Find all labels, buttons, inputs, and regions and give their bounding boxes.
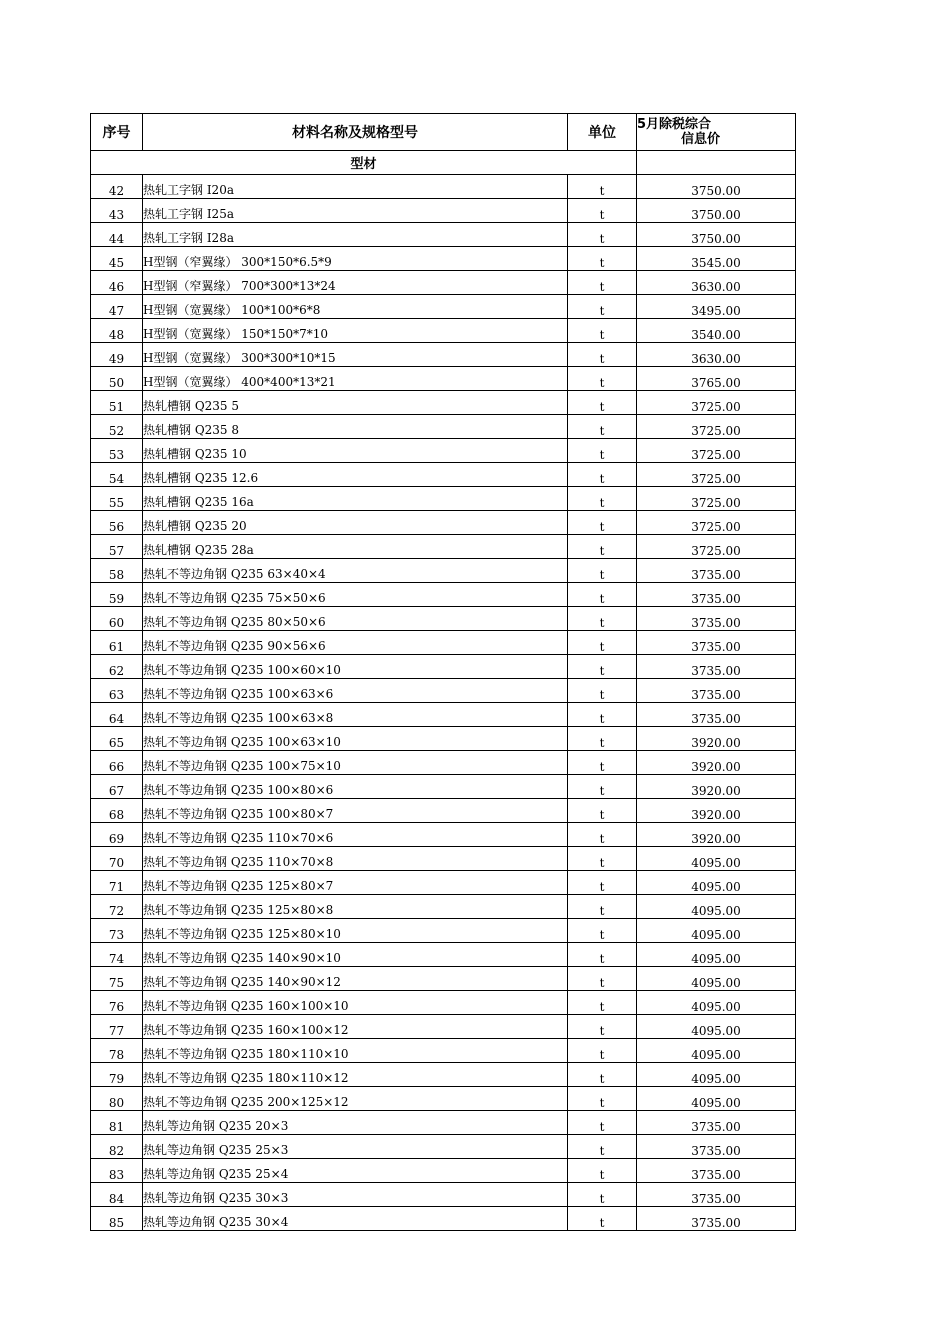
row-no: 46 <box>91 271 143 295</box>
table-row <box>91 343 796 367</box>
row-unit: t <box>568 679 637 703</box>
row-no: 73 <box>91 919 143 943</box>
table-row <box>91 439 796 463</box>
row-no: 61 <box>91 631 143 655</box>
row-name: 热轧不等边角钢 Q235 100×75×10 <box>143 751 568 775</box>
row-name: 热轧不等边角钢 Q235 140×90×12 <box>143 967 568 991</box>
row-price: 3765.00 <box>637 367 796 391</box>
row-name: 热轧等边角钢 Q235 25×3 <box>143 1135 568 1159</box>
table-row <box>91 1159 796 1183</box>
row-no: 44 <box>91 223 143 247</box>
row-name: 热轧不等边角钢 Q235 140×90×10 <box>143 943 568 967</box>
row-unit: t <box>568 847 637 871</box>
header-price-line1: 5月除税综合 <box>637 117 712 132</box>
row-no: 62 <box>91 655 143 679</box>
row-unit: t <box>568 1039 637 1063</box>
row-unit: t <box>568 895 637 919</box>
row-name: 热轧不等边角钢 Q235 80×50×6 <box>143 607 568 631</box>
header-unit: 单位 <box>568 114 637 151</box>
row-no: 59 <box>91 583 143 607</box>
row-unit: t <box>568 1135 637 1159</box>
row-no: 74 <box>91 943 143 967</box>
row-name: 热轧等边角钢 Q235 25×4 <box>143 1159 568 1183</box>
table-row <box>91 391 796 415</box>
row-unit: t <box>568 271 637 295</box>
section-row <box>91 151 796 175</box>
row-unit: t <box>568 799 637 823</box>
row-price: 3750.00 <box>637 199 796 223</box>
row-price: 3735.00 <box>637 583 796 607</box>
row-unit: t <box>568 175 637 199</box>
table-row <box>91 991 796 1015</box>
row-name: 热轧不等边角钢 Q235 200×125×12 <box>143 1087 568 1111</box>
table-row <box>91 919 796 943</box>
row-price: 3725.00 <box>637 391 796 415</box>
table-row <box>91 1135 796 1159</box>
row-no: 80 <box>91 1087 143 1111</box>
row-unit: t <box>568 463 637 487</box>
row-price: 3630.00 <box>637 271 796 295</box>
table-row <box>91 1039 796 1063</box>
row-unit: t <box>568 511 637 535</box>
row-price: 3725.00 <box>637 535 796 559</box>
row-price: 3725.00 <box>637 415 796 439</box>
row-price: 3540.00 <box>637 319 796 343</box>
row-price: 3735.00 <box>637 631 796 655</box>
row-no: 51 <box>91 391 143 415</box>
row-price: 3920.00 <box>637 727 796 751</box>
table-row <box>91 1087 796 1111</box>
row-unit: t <box>568 199 637 223</box>
row-name: 热轧等边角钢 Q235 30×3 <box>143 1183 568 1207</box>
row-no: 47 <box>91 295 143 319</box>
table-row <box>91 799 796 823</box>
row-unit: t <box>568 343 637 367</box>
row-price: 4095.00 <box>637 871 796 895</box>
row-name: 热轧不等边角钢 Q235 125×80×10 <box>143 919 568 943</box>
row-no: 55 <box>91 487 143 511</box>
row-price: 3735.00 <box>637 607 796 631</box>
row-price: 3725.00 <box>637 511 796 535</box>
row-unit: t <box>568 1207 637 1231</box>
row-unit: t <box>568 991 637 1015</box>
row-price: 4095.00 <box>637 919 796 943</box>
row-no: 81 <box>91 1111 143 1135</box>
table-row <box>91 415 796 439</box>
row-name: 热轧不等边角钢 Q235 100×80×6 <box>143 775 568 799</box>
row-unit: t <box>568 319 637 343</box>
row-unit: t <box>568 295 637 319</box>
row-price: 4095.00 <box>637 991 796 1015</box>
row-name: 热轧不等边角钢 Q235 100×63×10 <box>143 727 568 751</box>
row-no: 58 <box>91 559 143 583</box>
row-name: 热轧槽钢 Q235 20 <box>143 511 568 535</box>
table-row <box>91 727 796 751</box>
row-price: 3735.00 <box>637 703 796 727</box>
table-row <box>91 679 796 703</box>
row-unit: t <box>568 967 637 991</box>
row-unit: t <box>568 631 637 655</box>
row-unit: t <box>568 823 637 847</box>
row-price: 3735.00 <box>637 655 796 679</box>
row-price: 4095.00 <box>637 847 796 871</box>
row-unit: t <box>568 655 637 679</box>
row-no: 68 <box>91 799 143 823</box>
table-row <box>91 223 796 247</box>
row-price: 3750.00 <box>637 223 796 247</box>
row-price: 4095.00 <box>637 1015 796 1039</box>
row-price: 4095.00 <box>637 1039 796 1063</box>
row-unit: t <box>568 943 637 967</box>
table-row <box>91 367 796 391</box>
row-no: 54 <box>91 463 143 487</box>
row-price: 3735.00 <box>637 679 796 703</box>
row-unit: t <box>568 247 637 271</box>
row-price: 4095.00 <box>637 895 796 919</box>
row-name: 热轧不等边角钢 Q235 160×100×10 <box>143 991 568 1015</box>
row-no: 79 <box>91 1063 143 1087</box>
row-unit: t <box>568 1063 637 1087</box>
row-price: 3735.00 <box>637 1159 796 1183</box>
row-name: 热轧不等边角钢 Q235 125×80×7 <box>143 871 568 895</box>
table-row <box>91 247 796 271</box>
table-row <box>91 511 796 535</box>
row-no: 45 <box>91 247 143 271</box>
row-price: 3920.00 <box>637 775 796 799</box>
row-name: 热轧不等边角钢 Q235 100×80×7 <box>143 799 568 823</box>
row-name: 热轧槽钢 Q235 16a <box>143 487 568 511</box>
table-row <box>91 871 796 895</box>
row-unit: t <box>568 727 637 751</box>
row-unit: t <box>568 751 637 775</box>
row-no: 72 <box>91 895 143 919</box>
table-row <box>91 295 796 319</box>
row-no: 48 <box>91 319 143 343</box>
row-no: 76 <box>91 991 143 1015</box>
table-row <box>91 1183 796 1207</box>
row-unit: t <box>568 535 637 559</box>
row-no: 70 <box>91 847 143 871</box>
row-unit: t <box>568 1159 637 1183</box>
table-row <box>91 1063 796 1087</box>
table-row <box>91 775 796 799</box>
row-price: 4095.00 <box>637 967 796 991</box>
row-no: 75 <box>91 967 143 991</box>
table-row <box>91 271 796 295</box>
price-table <box>90 113 796 1231</box>
row-unit: t <box>568 367 637 391</box>
row-price: 3735.00 <box>637 1183 796 1207</box>
row-unit: t <box>568 1111 637 1135</box>
row-unit: t <box>568 871 637 895</box>
table-row <box>91 463 796 487</box>
row-no: 63 <box>91 679 143 703</box>
row-no: 82 <box>91 1135 143 1159</box>
row-name: 热轧不等边角钢 Q235 180×110×12 <box>143 1063 568 1087</box>
row-name: 热轧槽钢 Q235 10 <box>143 439 568 463</box>
row-price: 3920.00 <box>637 799 796 823</box>
row-unit: t <box>568 607 637 631</box>
table-row <box>91 751 796 775</box>
row-name: 热轧等边角钢 Q235 20×3 <box>143 1111 568 1135</box>
table-row <box>91 847 796 871</box>
row-price: 3735.00 <box>637 1135 796 1159</box>
row-name: 热轧工字钢 I25a <box>143 199 568 223</box>
row-unit: t <box>568 919 637 943</box>
header-price-line2: 信息价 <box>681 132 721 147</box>
row-no: 64 <box>91 703 143 727</box>
section-empty-cell <box>637 151 796 175</box>
row-price: 3920.00 <box>637 823 796 847</box>
table-row <box>91 631 796 655</box>
row-name: 热轧工字钢 I28a <box>143 223 568 247</box>
row-name: 热轧不等边角钢 Q235 125×80×8 <box>143 895 568 919</box>
table-row <box>91 319 796 343</box>
row-no: 83 <box>91 1159 143 1183</box>
row-name: H型钢（宽翼缘） 150*150*7*10 <box>143 319 568 343</box>
row-name: 热轧不等边角钢 Q235 110×70×6 <box>143 823 568 847</box>
row-unit: t <box>568 223 637 247</box>
row-unit: t <box>568 1087 637 1111</box>
row-name: 热轧不等边角钢 Q235 75×50×6 <box>143 583 568 607</box>
row-name: H型钢（窄翼缘） 700*300*13*24 <box>143 271 568 295</box>
row-price: 3920.00 <box>637 751 796 775</box>
row-name: 热轧不等边角钢 Q235 90×56×6 <box>143 631 568 655</box>
table-row <box>91 487 796 511</box>
table-row <box>91 967 796 991</box>
row-no: 60 <box>91 607 143 631</box>
table-row <box>91 175 796 199</box>
row-unit: t <box>568 415 637 439</box>
row-price: 3725.00 <box>637 463 796 487</box>
row-no: 52 <box>91 415 143 439</box>
table-row <box>91 1015 796 1039</box>
row-no: 43 <box>91 199 143 223</box>
row-name: 热轧槽钢 Q235 5 <box>143 391 568 415</box>
row-unit: t <box>568 391 637 415</box>
row-price: 4095.00 <box>637 943 796 967</box>
table-row <box>91 559 796 583</box>
row-unit: t <box>568 583 637 607</box>
header-name: 材料名称及规格型号 <box>143 114 568 151</box>
row-no: 71 <box>91 871 143 895</box>
row-price: 4095.00 <box>637 1087 796 1111</box>
row-name: 热轧不等边角钢 Q235 110×70×8 <box>143 847 568 871</box>
row-price: 3750.00 <box>637 175 796 199</box>
header-price <box>637 114 796 151</box>
table-row <box>91 535 796 559</box>
row-no: 77 <box>91 1015 143 1039</box>
row-price: 3545.00 <box>637 247 796 271</box>
row-no: 84 <box>91 1183 143 1207</box>
row-name: 热轧槽钢 Q235 28a <box>143 535 568 559</box>
table-row <box>91 607 796 631</box>
row-unit: t <box>568 1183 637 1207</box>
row-name: H型钢（窄翼缘） 300*150*6.5*9 <box>143 247 568 271</box>
row-no: 78 <box>91 1039 143 1063</box>
table-row <box>91 943 796 967</box>
table-row <box>91 583 796 607</box>
header-row <box>91 114 796 151</box>
table-row <box>91 823 796 847</box>
row-unit: t <box>568 559 637 583</box>
row-no: 66 <box>91 751 143 775</box>
row-no: 56 <box>91 511 143 535</box>
row-name: 热轧不等边角钢 Q235 100×63×6 <box>143 679 568 703</box>
row-unit: t <box>568 1015 637 1039</box>
table-row <box>91 703 796 727</box>
header-no: 序号 <box>91 114 143 151</box>
row-unit: t <box>568 703 637 727</box>
row-name: 热轧不等边角钢 Q235 100×60×10 <box>143 655 568 679</box>
row-price: 3495.00 <box>637 295 796 319</box>
row-price: 3630.00 <box>637 343 796 367</box>
row-no: 67 <box>91 775 143 799</box>
row-price: 3735.00 <box>637 1207 796 1231</box>
row-no: 85 <box>91 1207 143 1231</box>
row-no: 65 <box>91 727 143 751</box>
row-price: 3735.00 <box>637 1111 796 1135</box>
row-no: 42 <box>91 175 143 199</box>
row-name: 热轧等边角钢 Q235 30×4 <box>143 1207 568 1231</box>
row-name: 热轧不等边角钢 Q235 180×110×10 <box>143 1039 568 1063</box>
row-price: 3725.00 <box>637 439 796 463</box>
row-name: 热轧不等边角钢 Q235 160×100×12 <box>143 1015 568 1039</box>
table-row <box>91 1111 796 1135</box>
row-price: 3725.00 <box>637 487 796 511</box>
table-row <box>91 655 796 679</box>
section-title: 型材 <box>91 151 637 175</box>
row-no: 53 <box>91 439 143 463</box>
row-name: 热轧不等边角钢 Q235 63×40×4 <box>143 559 568 583</box>
row-no: 57 <box>91 535 143 559</box>
row-price: 3735.00 <box>637 559 796 583</box>
table-row <box>91 1207 796 1231</box>
row-name: 热轧不等边角钢 Q235 100×63×8 <box>143 703 568 727</box>
row-name: 热轧槽钢 Q235 8 <box>143 415 568 439</box>
row-no: 49 <box>91 343 143 367</box>
row-price: 4095.00 <box>637 1063 796 1087</box>
row-unit: t <box>568 487 637 511</box>
row-name: 热轧工字钢 I20a <box>143 175 568 199</box>
row-unit: t <box>568 439 637 463</box>
row-name: H型钢（宽翼缘） 300*300*10*15 <box>143 343 568 367</box>
row-no: 69 <box>91 823 143 847</box>
row-name: H型钢（宽翼缘） 400*400*13*21 <box>143 367 568 391</box>
row-unit: t <box>568 775 637 799</box>
table-row <box>91 895 796 919</box>
row-name: H型钢（宽翼缘） 100*100*6*8 <box>143 295 568 319</box>
row-no: 50 <box>91 367 143 391</box>
table-row <box>91 199 796 223</box>
row-name: 热轧槽钢 Q235 12.6 <box>143 463 568 487</box>
